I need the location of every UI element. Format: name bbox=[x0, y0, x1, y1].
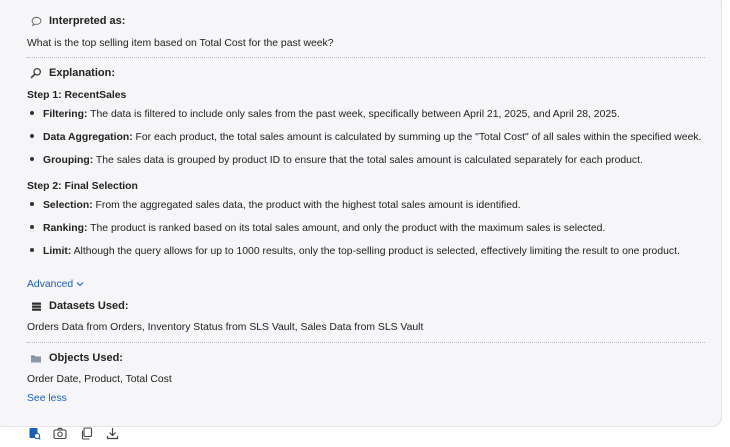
list-item bbox=[30, 200, 521, 211]
step2-title: Step 2: Final Selection bbox=[27, 181, 138, 192]
item-label: Filtering: bbox=[43, 109, 88, 120]
item-text: The sales data is grouped by product ID to ensure that the total sales amount is calculated separately for each product. bbox=[93, 155, 643, 166]
magnifier-icon bbox=[30, 67, 42, 79]
divider bbox=[27, 57, 705, 58]
datasets-heading-label: Datasets Used: bbox=[49, 300, 129, 312]
interpreted-question: What is the top selling item based on Total Cost for the past week? bbox=[27, 38, 334, 49]
item-label: Grouping: bbox=[43, 155, 94, 166]
list-item bbox=[30, 246, 680, 257]
datasets-text: Orders Data from Orders, Inventory Status from SLS Vault, Sales Data from SLS Vault bbox=[27, 322, 424, 333]
advanced-toggle[interactable] bbox=[27, 279, 84, 290]
item-text: For each product, the total sales amount is calculated by summing up the "Total Cost" of all sales within the specified week. bbox=[132, 132, 702, 143]
item-text: Although the query allows for up to 1000 results, only the top-selling product is selected, effectively limiting the result to one product. bbox=[71, 246, 680, 257]
download-icon[interactable] bbox=[104, 425, 120, 441]
folder-icon bbox=[30, 352, 42, 364]
copy-icon[interactable] bbox=[78, 425, 94, 441]
item-text: The product is ranked based on its total sales amount, and only the product with the maximum sales is selected. bbox=[87, 223, 606, 234]
database-icon bbox=[30, 300, 42, 312]
explanation-heading-label: Explanation: bbox=[49, 67, 116, 79]
list-item bbox=[30, 132, 701, 143]
step1-title: Step 1: RecentSales bbox=[27, 90, 127, 101]
item-label: Ranking: bbox=[43, 223, 88, 234]
list-item bbox=[30, 155, 643, 166]
speech-bubble-icon bbox=[30, 15, 42, 27]
camera-icon[interactable] bbox=[52, 425, 68, 441]
action-toolbar bbox=[26, 425, 120, 441]
interpreted-heading bbox=[30, 15, 125, 27]
advanced-label: Advanced bbox=[27, 279, 74, 290]
divider bbox=[27, 342, 705, 343]
objects-heading bbox=[30, 352, 123, 364]
item-label: Limit: bbox=[43, 246, 72, 257]
list-item bbox=[30, 223, 605, 234]
list-item bbox=[30, 109, 620, 120]
item-label: Data Aggregation: bbox=[43, 132, 133, 143]
objects-text: Order Date, Product, Total Cost bbox=[27, 374, 172, 385]
objects-heading-label: Objects Used: bbox=[49, 352, 123, 364]
see-less-link[interactable]: See less bbox=[27, 393, 67, 404]
interpreted-heading-label: Interpreted as: bbox=[49, 15, 126, 27]
chevron-down-icon bbox=[76, 279, 84, 290]
item-text: From the aggregated sales data, the product with the highest total sales amount is identified. bbox=[92, 200, 521, 211]
item-text: The data is filtered to include only sales from the past week, specifically between April 21, 2025, and April 28, 2025. bbox=[87, 109, 620, 120]
explanation-heading bbox=[30, 67, 115, 79]
datasets-heading bbox=[30, 300, 128, 312]
report-icon[interactable] bbox=[26, 425, 42, 441]
item-label: Selection: bbox=[43, 200, 93, 211]
